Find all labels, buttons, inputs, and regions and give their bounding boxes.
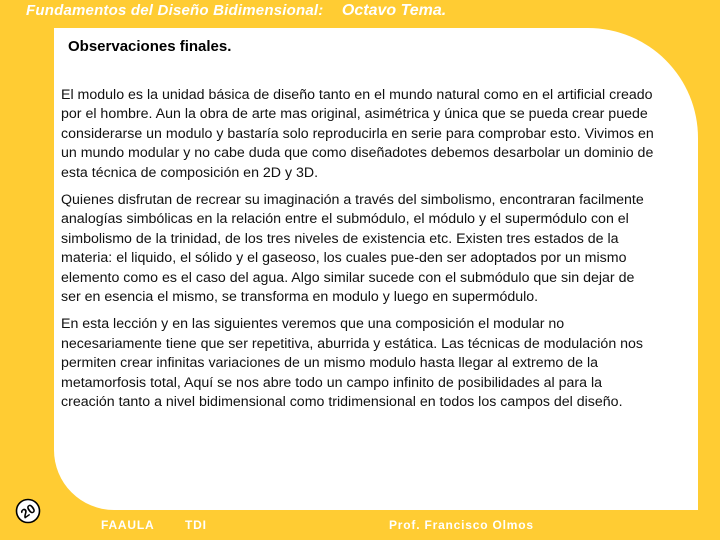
footer-org: FAAULA xyxy=(101,518,155,532)
footer-professor: Prof. Francisco Olmos xyxy=(389,518,534,532)
topic-title: Octavo Tema. xyxy=(341,2,447,19)
paragraph-3: En esta lección y en las siguientes veremos que una composición el modular no necesariamente tiene que ser repetitiva, aburrida y estática. Las técnicas de modulación nos permiten crear infinitas variaciones de un mismo modulo hasta llegar al extremo de la metamorfosis total, Aquí se nos abre todo un campo infinito de posibilidades al para la creación tanto a nivel bidimensional como tridimensional en todos los campos del diseño. xyxy=(61,316,644,411)
slide-header xyxy=(26,2,446,24)
course-title: Fundamentos del Diseño Bidimensional: xyxy=(26,2,324,19)
footer-dept: TDI xyxy=(185,518,207,532)
body-text xyxy=(61,86,655,421)
twenty-emblem-icon xyxy=(15,498,41,524)
paragraph-2: Quienes disfrutan de recrear su imaginación a través del simbolismo, encontraran facilmente analogías simbólicas en la relación entre el submódulo, el módulo y el supermódulo con el simbolismo de la trinidad, de los tres niveles de existencia etc. Existen tres estados de la materia: el liquido, el sólido y el gaseoso, los cuales pue-den ser adoptados por un mismo elemento como es el caso del agua. Algo similar sucede con el submódulo que sin dejar de ser en esencia el mismo, se transforma en modulo y luego en supermódulo. xyxy=(61,192,644,306)
section-title: Observaciones finales. xyxy=(68,38,232,55)
svg-text:20: 20 xyxy=(17,500,39,522)
paragraph-1: El modulo es la unidad básica de diseño tanto en el mundo natural como en el artificial creado por el hombre. Aun la obra de arte mas original, asimétrica y única que se pueda crear puede considerarse un modulo y bastaría solo reproducirla en serie para comprobar esto. Vivimos en un mundo modular y no cabe duda que como diseñadotes debemos desarbolar un dominio de esta técnica de composición en 2D y 3D. xyxy=(61,87,654,181)
